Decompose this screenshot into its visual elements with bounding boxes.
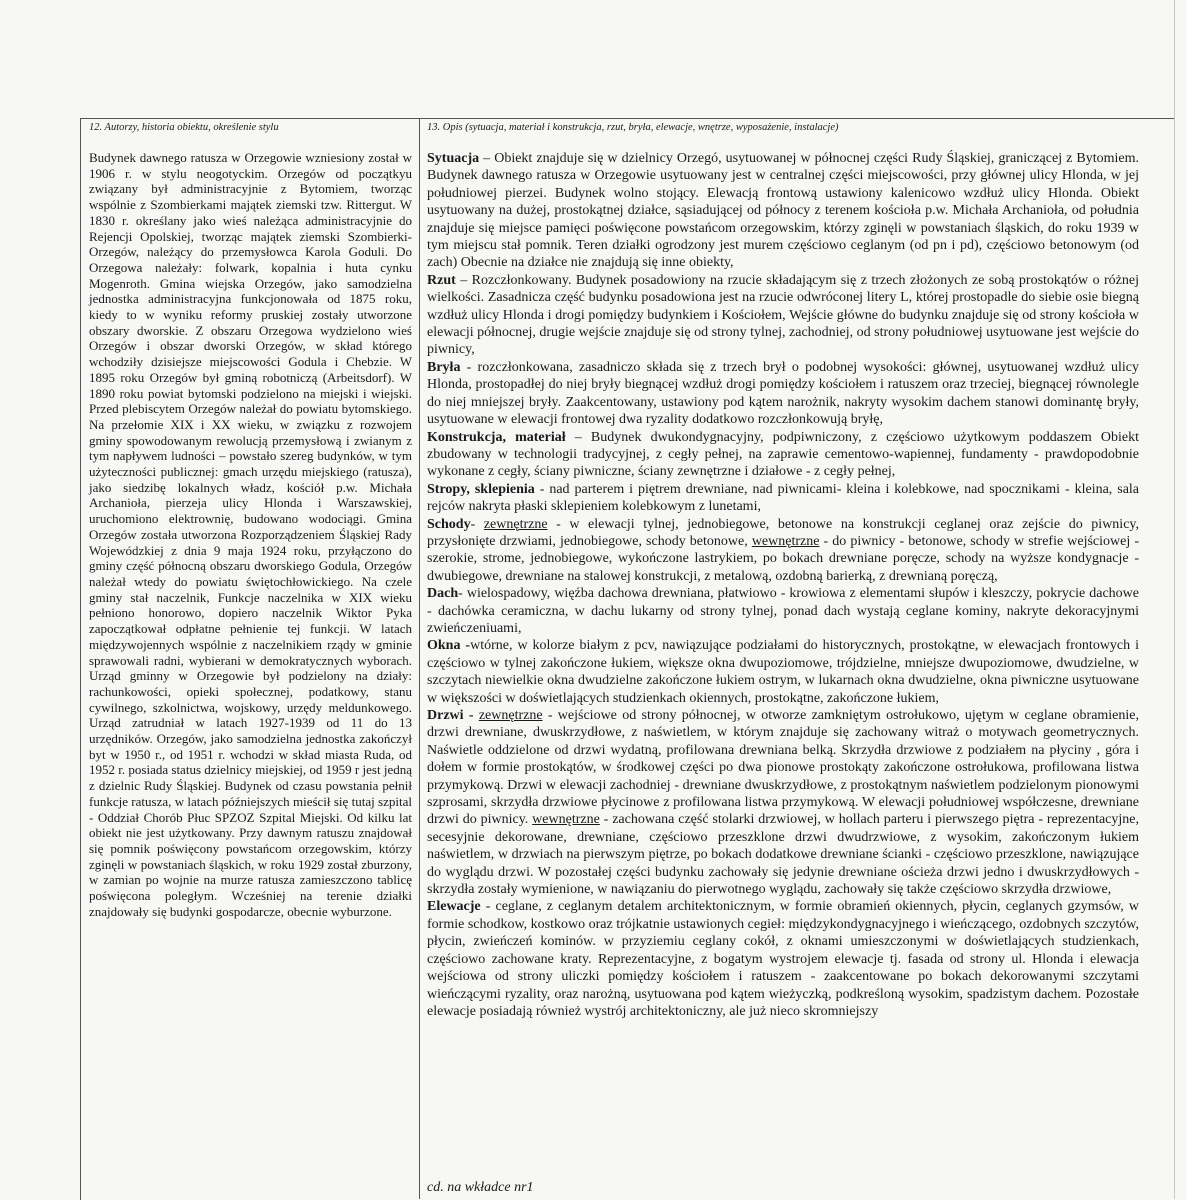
- section-stropy: Stropy, sklepienia - nad parterem i piętrem drewniane, nad piwnicami- kleina i kolebkowe, nad spocznikami - kleina, sala rejców nakryta płaski sklepieniem kolebkowym z lunetami,: [427, 481, 1140, 515]
- page-edge: [1174, 0, 1175, 1199]
- section-okna: Okna -wtórne, w kolorze białym z pcv, nawiązujące podziałami do historycznych, prostokątne, w elewacjach frontowych i częściowo w tylnej zakończone łukiem, większe okna dwupoziomowe, trójdzielne, mniejsze dwupoziomowe, dwudzielne, w szczytach niewielkie okna dwudzielne zakończone łukiem ostrym, w lukarnach okna dwudzielne, okna piwniczne usytuowane w większości w doświetlających studzienkach okiennych, prostokątne, zakończone łukiem,: [427, 638, 1140, 706]
- section-sytuacja: Sytuacja – Obiekt znajduje się w dzielnicy Orzegó, usytuowanej w północnej części Rudy Śląskiej, graniczącej z Bytomiem. Budynek dawnego ratusza w Orzegowie usytuowany jest w centralnej części miejscowości, przy głównej ulicy Hlonda, w jej południowej pierzei. Budynek wolno stojący. Elewacją frontową ustawiony kalenicowo wzdłuż ulicy Hlonda. Obiekt usytuowany na dużej, prostokątnej działce, sąsiadującej od północy z terenem kościoła p.w. Michała Archanioła, od południa znajduje się miejsce pamięci poświęcone powstańcom orzegowskim, którzy zginęli w powstaniach śląskich, do roku 1939 w tym miejscu stał pomnik. Teren działki ogrodzony jest murem częściowo ceglanym (od pn i pd), częściowo betonowym (od zach) Obecnie na działce nie znajdują się inne obiekty,: [427, 151, 1139, 271]
- section-rzut: Rzut – Rozczłonkowany. Budynek posadowiony na rzucie składającym się z trzech złożonych ze sobą prostokątów o różnej wielkości. Zasadnicza część budynku posadowiona jest na rzucie odwróconej litery L, której prostopadle do siebie osie biegną wzdłuż ulicy Hlonda i drogi pomiędzy budynkiem i Kościołem, Wejście główne do budynku znajduje się od strony kościoła w elewacji północnej, drugie wejście znajduje się od strony tylnej, zachodniej, od strony południowej usytuowane jest wejście do piwnicy,: [427, 272, 1140, 358]
- section-konstrukcja: Konstrukcja, materiał – Budynek dwukondygnacyjny, podpiwniczony, z częściowo użytkowym poddaszem Obiekt zbudowany w technologii tradycyjnej, z cegły pełnej, na zaprawie cementowo-wapiennej, fundamenty - prawdopodobnie wykonane z cegły, ściany piwniczne, ściany zewnętrzne i działowe - z cegły pełnej,: [427, 429, 1140, 480]
- section-schody: Schody- zewnętrzne - w elewacji tylnej, jednobiegowe, betonowe na konstrukcji ceglanej oraz zejście do piwnicy, przysłonięte drzwiami, jednobiegowe, schody betonowe, wewnętrzne - do piwnicy - betonowe, schody w strefie wejściowej - szerokie, strome, jednobiegowe, wykończone lastrykiem, po bokach drewniane poręcze, schody na wyższe kondygnacje - dwubiegowe, drewniane na stalowej konstrukcji, z metalową, ozdobną barierką, z drewnianą poręczą,: [427, 516, 1139, 584]
- section-12-heading: 12. Autorzy, historia obiektu, określenie stylu: [89, 122, 279, 133]
- section-drzwi: Drzwi - zewnętrzne - wejściowe od strony północnej, w otworze zamkniętym ostrołukowo, ujętym w ceglane obramienie, drzwi drewniane, dwuskrzydłowe, z naświetlem, w którym znajduje się zachowany witraż o motywach geometrycznych. Naświetle oddzielone od drzwi wydatną, profilowana drewniana belką. Skrzydła drzwiowe z podziałem na płyciny , góra i dołem w formie prostokątów, w środkowej części po dwa pionowe prostokąty zakończone ostrołukowa, profilowana listwa przymykową. Drzwi w elewacji zachodniej - drewniane dwuskrzydłowe, z prostokątnym naświetlem podzielonym pionowymi szprosami, skrzydła drzwiowe płycinowe z profilowana listwa przymykową. W elewacji południowej współczesne, drewniane drzwi do piwnicy. wewnętrzne - zachowana część stolarki drzwiowej, w hollach parteru i pierwszego piętra - reprezentacyjne, secesyjnie dekorowane, drewniane, częściowo przeszklone drzwi dwudrzwiowe, z wysokim, zakończonym łukiem naświetlem, w drzwiach na pierwszym piętrze, po bokach dodatkowe drewniane ścianki - częściowo przeszklone, nawiązujące do wyglądu drzwi. W pozostałej części budynku zachowały się jedynie drewniane ościeża drzwi jedno i dwuskrzydłowych - skrzydła zostały wymienione, w nawiązaniu do pierwotnego wyglądu, zachowały się także częściowo skrzydła drzwiowe,: [427, 708, 1140, 898]
- column-divider: [419, 118, 420, 1199]
- history-text: Budynek dawnego ratusza w Orzegowie wzniesiony został w 1906 r. w stylu neogotyckim. Orzegów od początkyu związany był administracyjnie z Bytomiem, tworząc wspólnie z Szombierkami majątek ziemski tzw. Rittergut. W 1830 r. określany jako wieś należąca administracyjnie do Rejencji Opolskiej, tworząc majątek ziemski Szombierki-Orzegów, należący do przemysłowca Karola Goduli. Do Orzegowa należały: folwark, kopalnia i huta cynku Mogenroth. Gmina wiejska Orzegów, jako samodzielna jednostka administracyjna funkcjonowała od 1875 roku, kiedy to w wyniku reformy pruskiej zostały utworzone obszary dworskie. Z obszaru Orzegowa wydzielono wieś Orzegów i obszar dworski Orzegów, w skład którego wchodziły dzisiejsze miejscowości Godula i Chebzie. W 1895 roku Orzegów był gminą robotniczą (Arbeitsdorf). W 1890 roku powiat bytomski podzielono na miejski i wiejski. Przed plebiscytem Orzegów należał do powiatu bytomskiego. Na przełomie XIX i XX wieku, w związku z rozwojem gminy spowodowanym rewolucją przemysłową i zwianym z tym napływem ludności – powstało szereg budynków, w tym użyteczności publicznej: gmach urzędu miejskiego (ratusza), jako siedzibę lokalnych władz, kościół p.w. Michała Archanioła, pierzeja ulicy Hlonda i Warszawskiej, uruchomiono elektrownię, budowano wodociągi. Gmina Orzegów została utworzona Rozporządzeniem Śląskiej Rady Wojewódzkiej z dnia 9 maja 1924 roku, przyłączono do gminy część północną obszaru dworskiego Godula, Orzegów należał wtedy do powiatu świętochłowickiego. Na czele gminy stał naczelnik, Funkcje naczelnika w XIX wieku pełniono honorowo, dopiero naczelnik Wiktor Pyka zapoczątkował odpłatne pełnienie tej funkcji. W latach międzywojennych wspólnie z naczelnikiem rządy w gminie sprawowali radni, wybierani w demokratycznych wyborach. Urząd gminny w Orzegowie był podzielony na działy: rachunkowości, opieki społecznej, podatkowy, stanu cywilnego, szkolnictwa, wojskowy, urzędy meldunkowego. Urząd zatrudniał w latach 1927-1939 od 11 do 13 urzędników. Orzegów, jako samodzielna jednostka zakończył byt w 1950 r., od 1951 r. wchodzi w skład miasta Ruda, od 1952 r. posiada status dzielnicy miejskiej, od 1959 r jest jedną z dzielnic Rudy Śląskiej. Budynek od czasu powstania pełnił funkcje ratusza, w latach późniejszych mieścił się tutaj szpital - Oddział Chorób Płuc SPZOZ Szpital Miejski. Od kilku lat obiekt nie jest użytkowany. Przy dawnym ratuszu znajdował się pomnik poświęcony powstańcom orzegowskim, którzy zginęli w powstaniach śląskich, w roku 1929 został zburzony, w zamian po wojnie na murze ratusza zamieszczono tablicę poświęcona poległym. Wcześniej na terenie działki znajdowały się budynki gospodarcze, obecnie wyburzone.: [89, 150, 412, 919]
- section-bryla: Bryła - rozczłonkowana, zasadniczo składa się z trzech brył o podobnej wysokości: głównej, usytuowanej wzdłuż ulicy Hlonda, prostopadłej do niej bryły biegnącej wzdłuż drogi pomiędzy kościołem i ratuszem oraz trzeciej, biegnącej równolegle do niej mniejszej bryły. Zaakcentowany, ustawiony pod kątem narożnik, nakryty wysokim dachem stanowi dominantę bryły, usytuowane w elewacji frontowej dwa ryzality dodatkowo rozczłonkowują bryłę,: [427, 359, 1139, 428]
- continuation-note: cd. na wkładce nr1: [427, 1180, 534, 1195]
- description-text: [427, 150, 1139, 1020]
- section-13-heading: 13. Opis (sytuacja, materiał i konstrukcja, rzut, bryła, elewacje, wnętrze, wyposażenie, instalacje): [427, 122, 839, 133]
- section-dach: Dach- wielospadowy, więźba dachowa drewniana, płatwiowo - krowiowa z elementami słupów i kleszczy, pokrycie dachowe - dachówka ceramiczna, w dachu lukarny od strony tylnej, ponad dach wystają ceglane kominy, nakryte dekoracyjnymi zwieńczeniuami,: [427, 586, 1139, 636]
- section-elewacje: Elewacje - ceglane, z ceglanym detalem architektonicznym, w formie obramień okiennych, płycin, ceglanych gzymsów, w formie schodkow, kostkowo oraz trójkatnie ustawionych cegieł: międzykondygnacyjnego i wieńczącego, ozdobnych szczytów, płycin, zwieńczeń kominów. w przyziemiu ceglany cokół, z oknami umieszczonymi w doświetlających studzienkach, częściowo zachowane kraty. Reprezentacyjne, z bogatym wystrojem elewacje tj. fasada od strony ul. Hlonda i elewacja wejściowa od strony uliczki pomiędzy kościołem i ratuszem - zaakcentowane po bokach dekorowanymi szczytami wieńczącymi ryzality, oraz narożną, usytuowana pod kątem wieżyczką, podkreśloną wysokim, spadzistym dachem. Pozostałe elewacje posiadają również wystrój architektoniczny, ale już nieco skromniejszy: [427, 899, 1139, 1019]
